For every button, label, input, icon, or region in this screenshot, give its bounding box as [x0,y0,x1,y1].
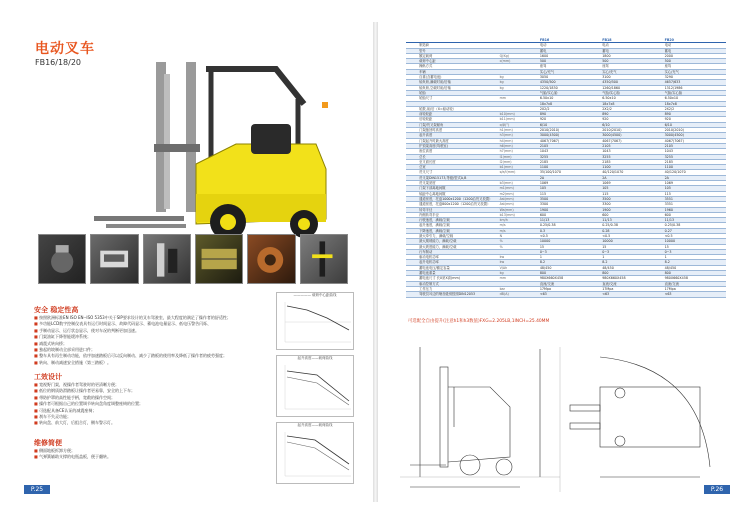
spec-cell: dB(A) [499,292,539,297]
safety-feature-list [34,315,274,366]
list-item: ■ 转向盘、前大灯，后组合灯，侧车警示灯。 [34,420,274,426]
spec-cell: 3000(4500) [601,133,663,138]
left-page [6,22,373,502]
spec-cell: Ast(mm) [499,202,539,207]
spec-cell: 气胎/实心胎 [539,90,601,95]
spec-cell: 蓄电 [664,48,726,53]
spec-cell: m1(mm) [499,186,539,191]
spec-cell: 40/120/1070 [601,170,663,175]
spec-cell: 1 [601,255,663,260]
spec-cell: 通道宽度，托盘1000x1200（1200沿货叉放置） [418,196,499,201]
lift-height-chart [276,355,354,417]
spec-cell: 蓄电池尺寸 长X宽X高(mm) [418,276,499,281]
spec-table [406,38,726,298]
spec-cell: 6.50x10 [664,96,726,101]
spec-cell: 11/13 [664,218,726,223]
spec-cell: 座驾 [601,64,663,69]
spec-cell: 890 [601,112,663,117]
spec-cell: 直流/交流 [601,281,663,286]
spec-cell: 15 [601,244,663,249]
spec-cell: 18x7x8 [539,101,601,106]
spec-cell: 1900 [539,207,601,212]
spec-cell: 护顶架高度(驾驶室) [418,143,499,148]
spec-cell: 实心/充气 [601,69,663,74]
spec-cell: 890 [539,112,601,117]
spec-cell: 起升电机功率 [418,260,499,265]
spec-cell: % [499,239,539,244]
spec-cell: 起升速度，满载/空载 [418,223,499,228]
spec-cell: 48/450 [601,265,663,270]
spec-cell: 4067(7067) [601,138,663,143]
spec-cell: 座位高度 [418,149,499,154]
spec-cell: 600 [601,212,663,217]
spec-cell: 600 [664,212,726,217]
spec-cell: 800 [539,271,601,276]
spec-cell: 6/10 [664,122,726,127]
spec-cell: bar [499,286,539,291]
spec-cell: 制造商 [418,43,499,48]
spec-cell: 105 [601,186,663,191]
spec-header-cell: FB18 [601,38,663,43]
spec-cell: α/β(°) [499,122,539,127]
lift-height-chart-2 [276,422,354,484]
spec-cell: 3500 [601,196,663,201]
spec-cell: 1043 [601,149,663,154]
spec-cell: 48/450 [539,265,601,270]
spec-cell: 0~3 [664,249,726,254]
spec-cell: 6.50x10 [539,96,601,101]
page-number: P.26 [704,485,730,494]
list-item: ■ 门架油缸下降智能缓冲系统； [34,334,274,340]
spec-cell: 1043 [664,149,726,154]
spec-cell: 气胎/实心胎 [664,90,726,95]
spec-cell: 下降速度，满载/空载 [418,228,499,233]
spec-cell: 500 [601,59,663,64]
spec-cell: 1069 [664,181,726,186]
spec-cell: 2A [664,175,726,180]
spec-cell: b10(mm) [499,112,539,117]
spec-cell: 600 [539,212,601,217]
spec-cell: m2(mm) [499,191,539,196]
spec-cell: 0.25/0.38 [539,223,601,228]
spec-cell: <0.5 [539,233,601,238]
dimension-drawing [400,327,730,497]
spec-cell: b1(mm) [499,165,539,170]
spec-cell: 货叉架宽度 [418,181,499,186]
spec-cell: 1800 [601,53,663,58]
spec-cell: 车辆 [418,69,499,74]
spec-cell: 驱动电机功率 [418,255,499,260]
spec-cell: 2010(2010) [601,128,663,133]
ergonomics-feature-list [34,382,274,427]
spec-cell: 1069 [601,181,663,186]
spec-cell: 轴负荷,满载时前/后轴 [418,80,499,85]
spec-cell: 电动 [539,43,601,48]
spec-cell: 1900 [601,207,663,212]
spec-cell: 通道宽度，托盘800x1200（1200沿货叉放置） [418,202,499,207]
spec-cell: Ast(mm) [499,196,539,201]
spec-cell: 3351 [664,202,726,207]
spec-cell: 0.25/0.38 [664,223,726,228]
spec-cell: l1(mm) [499,154,539,159]
spec-cell: 18x7x8 [601,101,663,106]
spec-cell: 3300 [601,202,663,207]
spec-cell: 操纵方式 [418,64,499,69]
spec-cell: 1312/1986 [664,85,726,90]
spec-cell: 920 [664,117,726,122]
spec-cell: <63 [539,292,601,297]
spec-cell: 4657/633 [664,80,726,85]
spec-cell: % [499,244,539,249]
spec-cell: 轴距中心离地间隙 [418,191,499,196]
spec-cell: 2A [601,175,663,180]
spec-cell: 3551 [664,196,726,201]
spec-cell: 门架下部离地间隙 [418,186,499,191]
spec-cell: 2X2/2 [664,106,726,111]
list-item: ■ 转向、制动减速安全措施（第三踏板）。 [34,360,274,366]
spec-cell: 48/450 [664,265,726,270]
spec-cell: 2000 [664,53,726,58]
spec-cell: 轴负荷,空载时前/后轴 [418,85,499,90]
spec-cell: b3(mm) [499,181,539,186]
spec-cell: m/s [499,228,539,233]
spec-cell: 8.2 [601,260,663,265]
spec-cell: 920 [539,117,601,122]
spec-cell: 1 [664,255,726,260]
spec-cell: 500 [664,59,726,64]
spec-cell: 1069 [539,181,601,186]
feature-photo [300,234,348,284]
spec-cell: 2010(2010) [539,128,601,133]
spec-cell: kg [499,85,539,90]
spec-cell: 行驶速度，满载/空载 [418,218,499,223]
spec-cell: 货叉尺寸 [418,170,499,175]
spec-cell: 行车制动 [418,249,499,254]
spec-cell: 0.28 [601,228,663,233]
spec-cell: 1100 [664,165,726,170]
spec-cell [406,292,418,297]
spec-cell: 3000(4500) [664,133,726,138]
spec-cell: 前轮轮距 [418,112,499,117]
spec-cell: 0.25/0.38 [601,223,663,228]
spec-cell: <63 [601,292,663,297]
section-heading-ergonomics: 工效设计 [34,373,62,381]
spec-cell: 最大坡度能力，满载/空载 [418,244,499,249]
spec-cell: 0.3 [539,228,601,233]
spec-cell: Q(Kg) [499,53,539,58]
spec-cell: 实心/充气 [664,69,726,74]
spec-cell: 1960 [664,207,726,212]
spec-cell: 3255 [664,154,726,159]
spec-cell: 额定载荷 [418,53,499,58]
spec-cell: 15 [539,244,601,249]
spec-cell: 电动 [664,43,726,48]
maintenance-feature-list [34,448,274,461]
spec-cell: 11/13 [539,218,601,223]
spec-cell: c(mm) [499,59,539,64]
spec-cell: 1 [539,255,601,260]
spec-cell: 6/10 [539,122,601,127]
spec-cell: 门架起升时最大高度 [418,138,499,143]
list-item: ■ 手制动显示、运行状态显示，使对车况的判断更加迅速。 [34,328,274,334]
feature-photo-strip [38,234,348,284]
spec-cell: h6(mm) [499,143,539,148]
spec-cell: 6.50x10 [601,96,663,101]
feature-photo [90,234,138,284]
list-item: ■ 可选配具备CE认证的减震座椅； [34,408,274,414]
feature-photo [247,234,295,284]
spec-cell: mm [499,96,539,101]
spec-cell: 总长 [418,154,499,159]
spec-cell: 最大爬坡能力，满载/空载 [418,239,499,244]
spec-cell: 2185 [601,159,663,164]
spec-cell: 直流/交流 [539,281,601,286]
spec-cell: 2185 [664,159,726,164]
spec-cell: 8.2 [539,260,601,265]
spec-cell: 至叉面长度 [418,159,499,164]
spec-cell: 总宽 [418,165,499,170]
spec-cell: 座驾 [664,64,726,69]
spec-row [406,292,726,297]
spec-cell: 门架缩回时高度 [418,128,499,133]
spec-cell: 工作压力 [418,286,499,291]
spec-cell: <0.5 [601,233,663,238]
chart-caption: 起升高度——载荷曲线 [297,356,333,360]
model-subtitle: FB16/18/20 [35,58,82,67]
spec-cell: kw [499,255,539,260]
spec-cell: 1043 [539,149,601,154]
spec-cell: 自重(含蓄电池) [418,75,499,80]
spec-cell: 起升高度 [418,133,499,138]
spec-cell: 105 [664,186,726,191]
spec-cell: 4350/500 [601,80,663,85]
forklift-hero-image [36,44,336,244]
spec-cell: 3000(4500) [539,133,601,138]
list-item: ■ 减震式转向桥； [34,341,274,347]
spec-cell: 1100 [539,165,601,170]
spec-cell: 800 [664,271,726,276]
spec-cell: h4(mm) [499,138,539,143]
spec-header-cell: FB16 [539,38,601,43]
spec-cell: 15 [664,244,726,249]
spec-cell: h7(mm) [499,149,539,154]
spec-cell: 4067(7067) [664,138,726,143]
spec-cell: 3100 [601,75,663,80]
spec-cell: 轮胎 [418,90,499,95]
spec-cell: 3255 [601,154,663,159]
spec-cell: 蓄电 [539,48,601,53]
spec-cell: 蓄电 [601,48,663,53]
spec-cell: 3050 [539,75,601,80]
spec-cell: 轮数,前/后（X=驱动轮） [418,106,499,111]
spec-cell: 6/10 [601,122,663,127]
spec-cell: 驱动控制方式 [418,281,499,286]
spec-cell: 3300 [539,202,601,207]
spec-cell: 2A [539,175,601,180]
spec-cell: kg [499,271,539,276]
spec-cell: 4067(7067) [539,138,601,143]
spec-cell: 0~3 [601,249,663,254]
spec-cell: 890 [664,112,726,117]
list-item: ■ 侧面地板拆卸方便； [34,448,274,454]
spec-header-cell: FB20 [664,38,726,43]
right-page [378,22,744,502]
spec-cell: 1260/1860 [601,85,663,90]
spec-cell: mm [499,276,539,281]
list-item: ■ 多功能LCD数字控制仪表具有运行时间显示、故障代码显示、蓄电池电量显示、低电压警告闪烁、 [34,321,274,327]
spec-cell: km/h [499,218,539,223]
spec-cell: 3255 [539,154,601,159]
spec-cell: 2105 [601,143,663,148]
spec-cell: 蓄电池重量 [418,271,499,276]
spec-cell: 2X2/2 [539,106,601,111]
spec-cell: 11/13 [601,218,663,223]
spec-cell: h3(mm) [499,133,539,138]
spec-cell: Wa(mm) [499,207,539,212]
spec-cell: 0.27 [664,228,726,233]
spec-cell: 货叉架DIN15173,等级/型式A,B [418,175,499,180]
spec-cell: 105 [539,186,601,191]
spec-cell: 2185 [539,159,601,164]
list-item: ■ 整车具有再生制动功能，依序加速踏板后可以反向制动、减少了踏板的使用率及降低了操作者的疲劳强度； [34,353,274,359]
spec-cell: 17Mpa [539,286,601,291]
spec-cell: 1100 [601,165,663,170]
chart-caption: ————— 载荷中心距曲线 [293,293,337,297]
spec-cell: 后轮轮距 [418,117,499,122]
spec-cell: 35/100/1070 [539,170,601,175]
spec-cell: 轮胎尺寸 [418,96,499,101]
spec-cell: 980X660X458 [601,276,663,281]
spec-cell: 10000 [539,239,601,244]
section-heading-maintenance: 维修简便 [34,439,62,447]
spec-cell: 2X2/2 [601,106,663,111]
spec-cell: 500 [539,59,601,64]
spec-cell: 门架/货叉架倾角 [418,122,499,127]
list-item: ■ 独起的坡制动全部采用进口件； [34,347,274,353]
list-item: ■ 刹车不失灵功能； [34,414,274,420]
spec-cell: 2105 [664,143,726,148]
spec-cell: 驾驶员耳边的噪音级别按照DIN12053 [418,292,499,297]
spec-cell: 2105 [539,143,601,148]
spec-cell: 8.2 [664,260,726,265]
page-number: P.25 [24,485,50,494]
feature-photo [143,234,191,284]
spec-cell: kg [499,80,539,85]
spec-cell: 40/120/1070 [664,170,726,175]
spec-cell: 3290 [664,75,726,80]
spec-cell: 最大牵引力，满载/空载 [418,233,499,238]
spec-footnote: 可选配全自由提升(注意h1和h3数值)FXG=2.205LB,1INCH=25.40MM [408,319,550,324]
spec-cell: kg [499,75,539,80]
spec-cell: 0~3 [539,249,601,254]
spec-cell: 气胎/实心胎 [601,90,663,95]
list-item: ■ 按照欧洲标准EN ISO EN--ISO 5353中关于SIP要求设计的叉车驾驶室，最大程度的满足了操作者的舒适性； [34,315,274,321]
spec-cell: 17Mpa [601,286,663,291]
spec-cell: 980X660X458 [539,276,601,281]
chart-caption: 起升高度——载荷曲线 [297,423,333,427]
spec-cell: 4350/500 [539,80,601,85]
page-title: 电动叉车 [35,41,95,57]
spec-cell: 115 [601,191,663,196]
spec-cell: l2(mm) [499,159,539,164]
list-item: ■ 宽视野门架，视操作者驾驶时的更清晰方便； [34,382,274,388]
spec-cell: 直流/交流 [664,281,726,286]
list-item: ■ 低位的钢质防滑踏板让操作者更易靠，安全的上下车； [34,388,274,394]
spec-cell: 920 [601,117,663,122]
spec-cell: h1(mm) [499,128,539,133]
spec-cell: b11(mm) [499,117,539,122]
spec-cell: m/s [499,223,539,228]
spec-cell: N [499,233,539,238]
spec-cell: 980X660X458 [664,276,726,281]
spec-cell: s/e/l(mm) [499,170,539,175]
spec-cell: 1220/1830 [539,85,601,90]
spec-cell: 电动 [601,43,663,48]
feature-photo [195,234,243,284]
spec-cell: 座驾 [539,64,601,69]
list-item: ■ 气弹簧辅助支撑的电瓶盖板，便于翻转。 [34,454,274,460]
spec-cell: 型号 [418,48,499,53]
spec-cell: kw [499,260,539,265]
spec-cell: 转弯半径 [418,207,499,212]
spec-cell: V/Ah [499,265,539,270]
spec-cell: 17Mpa [664,286,726,291]
section-heading-safety: 安全 稳定性高 [34,306,79,314]
spec-cell: 10000 [664,239,726,244]
spec-cell: 实心/充气 [539,69,601,74]
spec-cell: 内侧转弯半径 [418,212,499,217]
spec-cell: <0.5 [664,233,726,238]
spec-cell: 蓄电池电压/额定容量 [418,265,499,270]
spec-cell: 2010(2010) [664,128,726,133]
load-center-chart [276,292,354,350]
spec-cell: 1600 [539,53,601,58]
spec-cell: <63 [664,292,726,297]
spec-cell: 18x7x8 [664,101,726,106]
list-item: ■ 带防护罩的高性能手柄，宽敞的操作空间； [34,395,274,401]
spec-cell: 115 [664,191,726,196]
spec-cell: b13(mm) [499,212,539,217]
list-item: ■ 操作者可根据自己的位置调节转向盘角度调整座椅的位置； [34,401,274,407]
feature-photo [38,234,86,284]
spec-cell: 115 [539,191,601,196]
spec-cell: 3500 [539,196,601,201]
spec-cell: 800 [601,271,663,276]
spec-cell: 10000 [601,239,663,244]
spec-cell: 载荷中心距 [418,59,499,64]
